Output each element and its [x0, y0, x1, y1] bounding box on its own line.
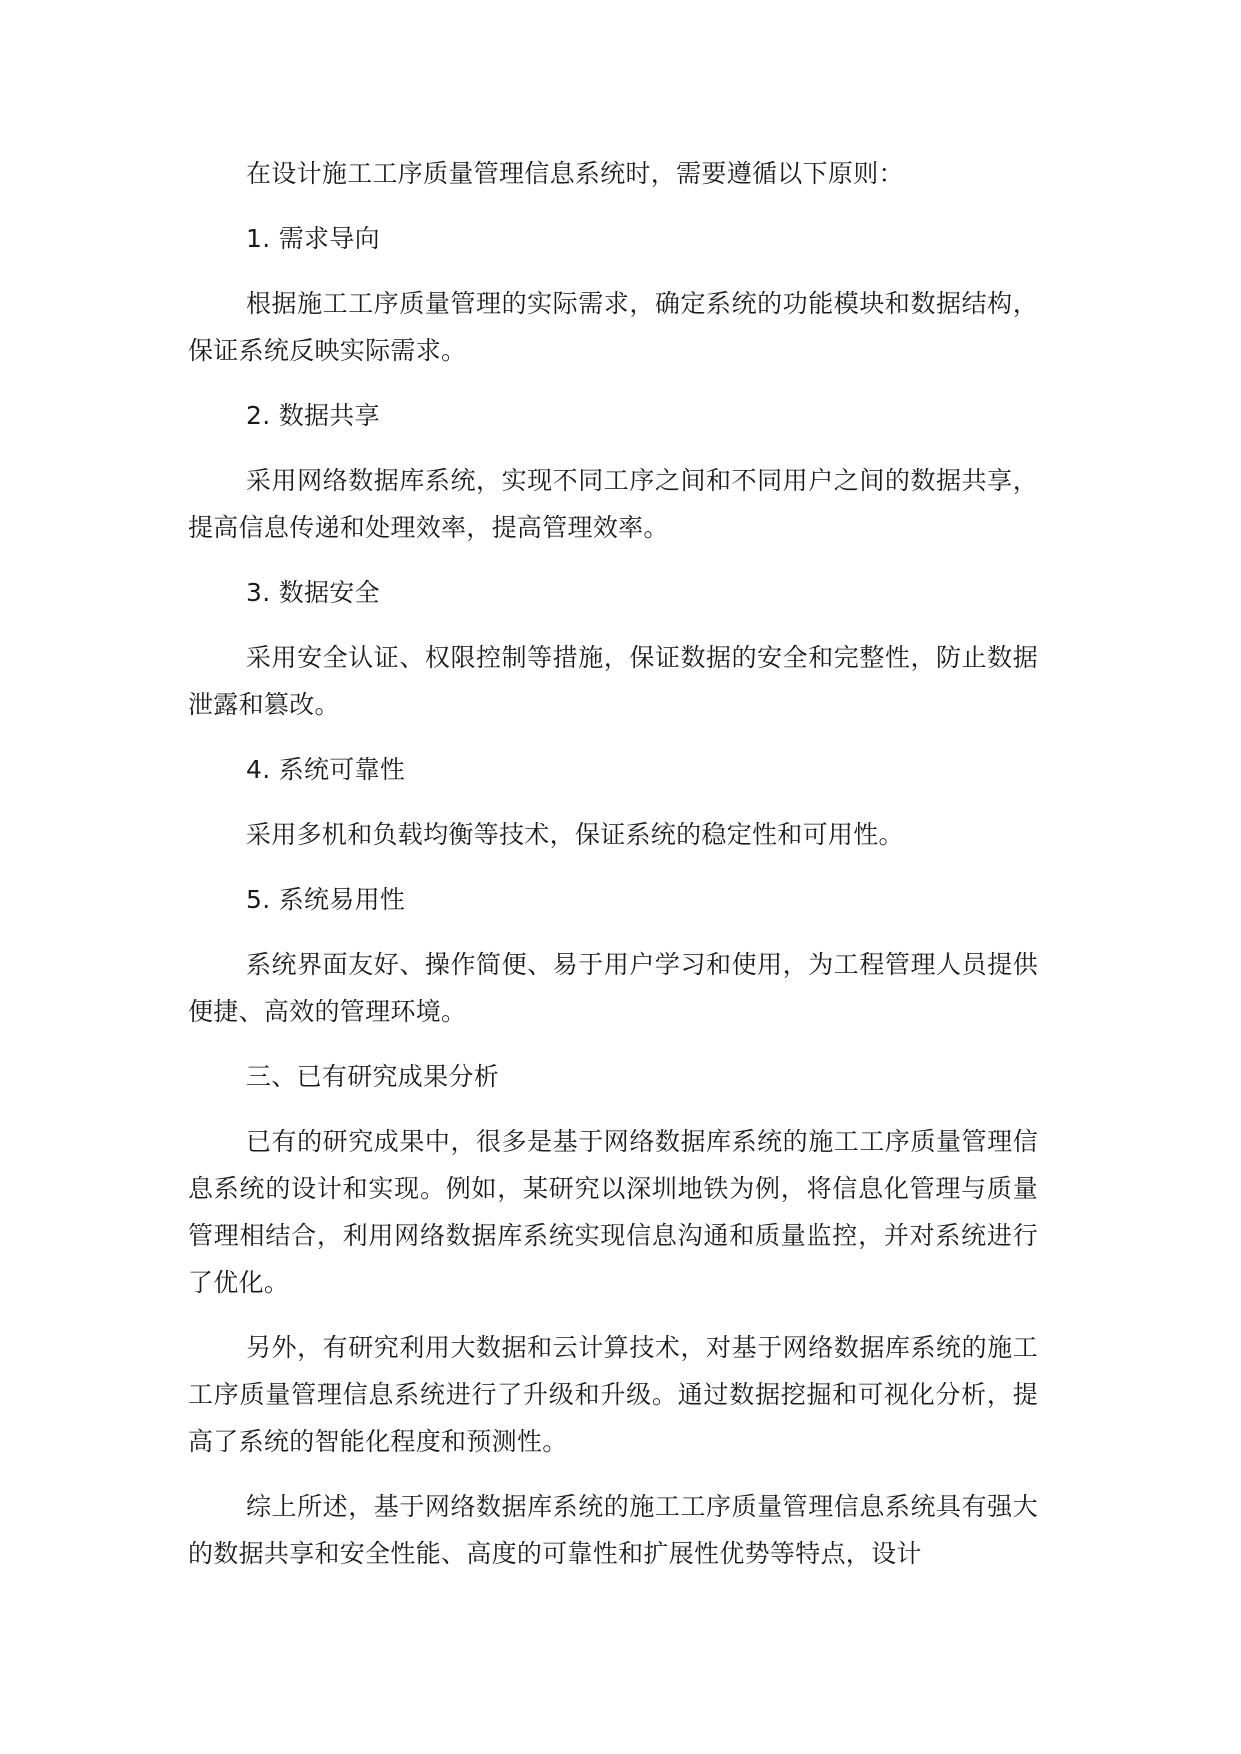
- principle-3-body: 采用安全认证、权限控制等措施，保证数据的安全和完整性，防止数据泄露和篡改。: [188, 643, 1038, 719]
- principle-1-heading: 1. 需求导向: [246, 224, 380, 253]
- principle-4-heading: 4. 系统可靠性: [246, 755, 406, 784]
- intro-paragraph: 在设计施工工序质量管理信息系统时，需要遵循以下原则：: [246, 159, 904, 188]
- principle-1-body: 根据施工工序质量管理的实际需求，确定系统的功能模块和数据结构，保证系统反映实际需求。: [188, 289, 1038, 365]
- section-3-paragraph-2: 另外，有研究利用大数据和云计算技术，对基于网络数据库系统的施工工序质量管理信息系统进行了升级和升级。通过数据挖掘和可视化分析，提高了系统的智能化程度和预测性。: [188, 1333, 1038, 1456]
- section-3-paragraph-1: 已有的研究成果中，很多是基于网络数据库系统的施工工序质量管理信息系统的设计和实现。例如，某研究以深圳地铁为例，将信息化管理与质量管理相结合，利用网络数据库系统实现信息沟通和质量监控，并对系统进行了优化。: [188, 1127, 1038, 1297]
- principle-3-heading: 3. 数据安全: [246, 578, 380, 607]
- principle-2-body: 采用网络数据库系统，实现不同工序之间和不同用户之间的数据共享，提高信息传递和处理效率，提高管理效率。: [188, 466, 1038, 542]
- section-3-paragraph-3: 综上所述，基于网络数据库系统的施工工序质量管理信息系统具有强大的数据共享和安全性能、高度的可靠性和扩展性优势等特点，设计: [188, 1492, 1038, 1568]
- principle-5-body: 系统界面友好、操作简便、易于用户学习和使用，为工程管理人员提供便捷、高效的管理环境。: [188, 950, 1038, 1026]
- principle-2-heading: 2. 数据共享: [246, 401, 380, 430]
- section-3-heading: 三、已有研究成果分析: [246, 1062, 500, 1091]
- principle-4-body: 采用多机和负载均衡等技术，保证系统的稳定性和可用性。: [246, 820, 904, 849]
- document-body: [188, 150, 1038, 1595]
- principle-5-heading: 5. 系统易用性: [246, 885, 406, 914]
